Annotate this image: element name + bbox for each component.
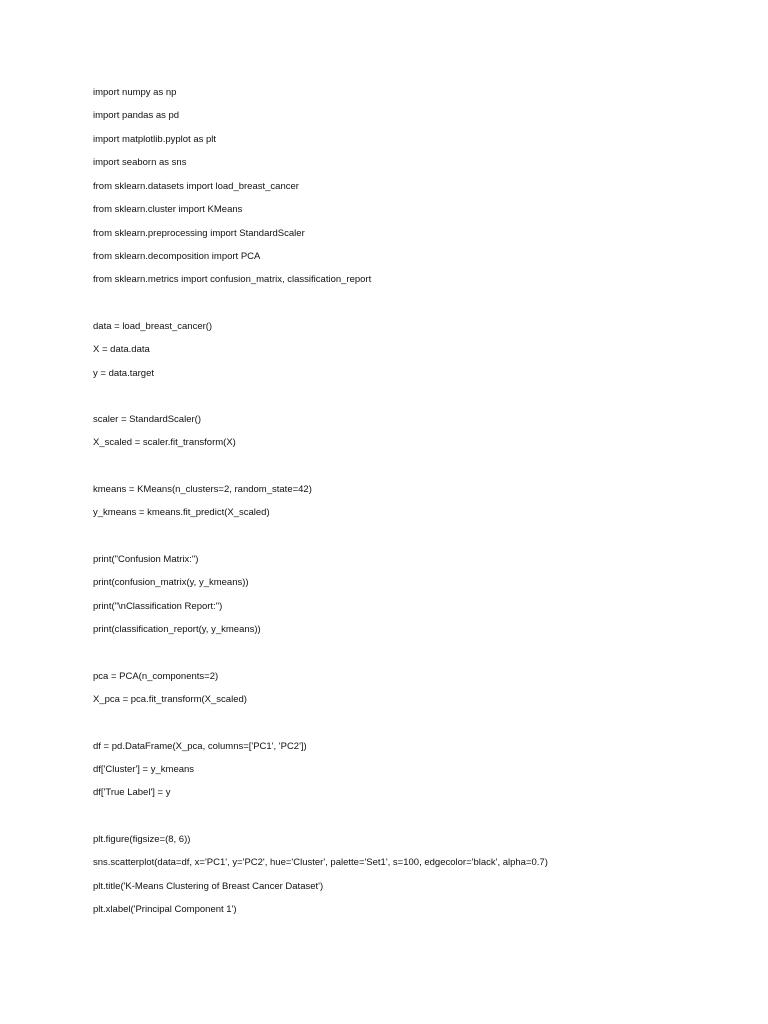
code-line: df = pd.DataFrame(X_pca, columns=['PC1', 'PC2']) <box>93 741 307 752</box>
code-line: pca = PCA(n_components=2) <box>93 671 219 682</box>
code-line: print("Confusion Matrix:") <box>93 554 199 565</box>
code-line: data = load_breast_cancer() <box>93 321 213 332</box>
code-line: kmeans = KMeans(n_clusters=2, random_state=42) <box>93 484 312 495</box>
code-line: scaler = StandardScaler() <box>93 414 201 425</box>
code-line: from sklearn.metrics import confusion_matrix, classification_report <box>93 274 372 285</box>
code-line: from sklearn.cluster import KMeans <box>93 204 243 215</box>
code-line: plt.figure(figsize=(8, 6)) <box>93 834 191 845</box>
code-line: df['Cluster'] = y_kmeans <box>93 764 195 775</box>
code-line: X_scaled = scaler.fit_transform(X) <box>93 437 236 448</box>
code-line: print("\nClassification Report:") <box>93 601 223 612</box>
code-line: y_kmeans = kmeans.fit_predict(X_scaled) <box>93 507 270 518</box>
code-line: y = data.target <box>93 368 154 379</box>
code-line: import matplotlib.pyplot as plt <box>93 134 217 145</box>
code-line: from sklearn.decomposition import PCA <box>93 251 261 262</box>
code-line: print(classification_report(y, y_kmeans)) <box>93 624 261 635</box>
code-line: import numpy as np <box>93 87 177 98</box>
code-line: X_pca = pca.fit_transform(X_scaled) <box>93 694 247 705</box>
code-line: import seaborn as sns <box>93 157 187 168</box>
code-line: X = data.data <box>93 344 150 355</box>
code-line: from sklearn.datasets import load_breast_cancer <box>93 181 299 192</box>
code-line: print(confusion_matrix(y, y_kmeans)) <box>93 577 249 588</box>
code-line: df['True Label'] = y <box>93 787 171 798</box>
code-line: plt.title('K-Means Clustering of Breast Cancer Dataset') <box>93 881 324 892</box>
code-line: import pandas as pd <box>93 110 180 121</box>
code-line: from sklearn.preprocessing import StandardScaler <box>93 228 305 239</box>
code-line: plt.xlabel('Principal Component 1') <box>93 904 237 915</box>
code-line: sns.scatterplot(data=df, x='PC1', y='PC2', hue='Cluster', palette='Set1', s=100, edgecolor='black', alpha=0.7) <box>93 857 548 868</box>
